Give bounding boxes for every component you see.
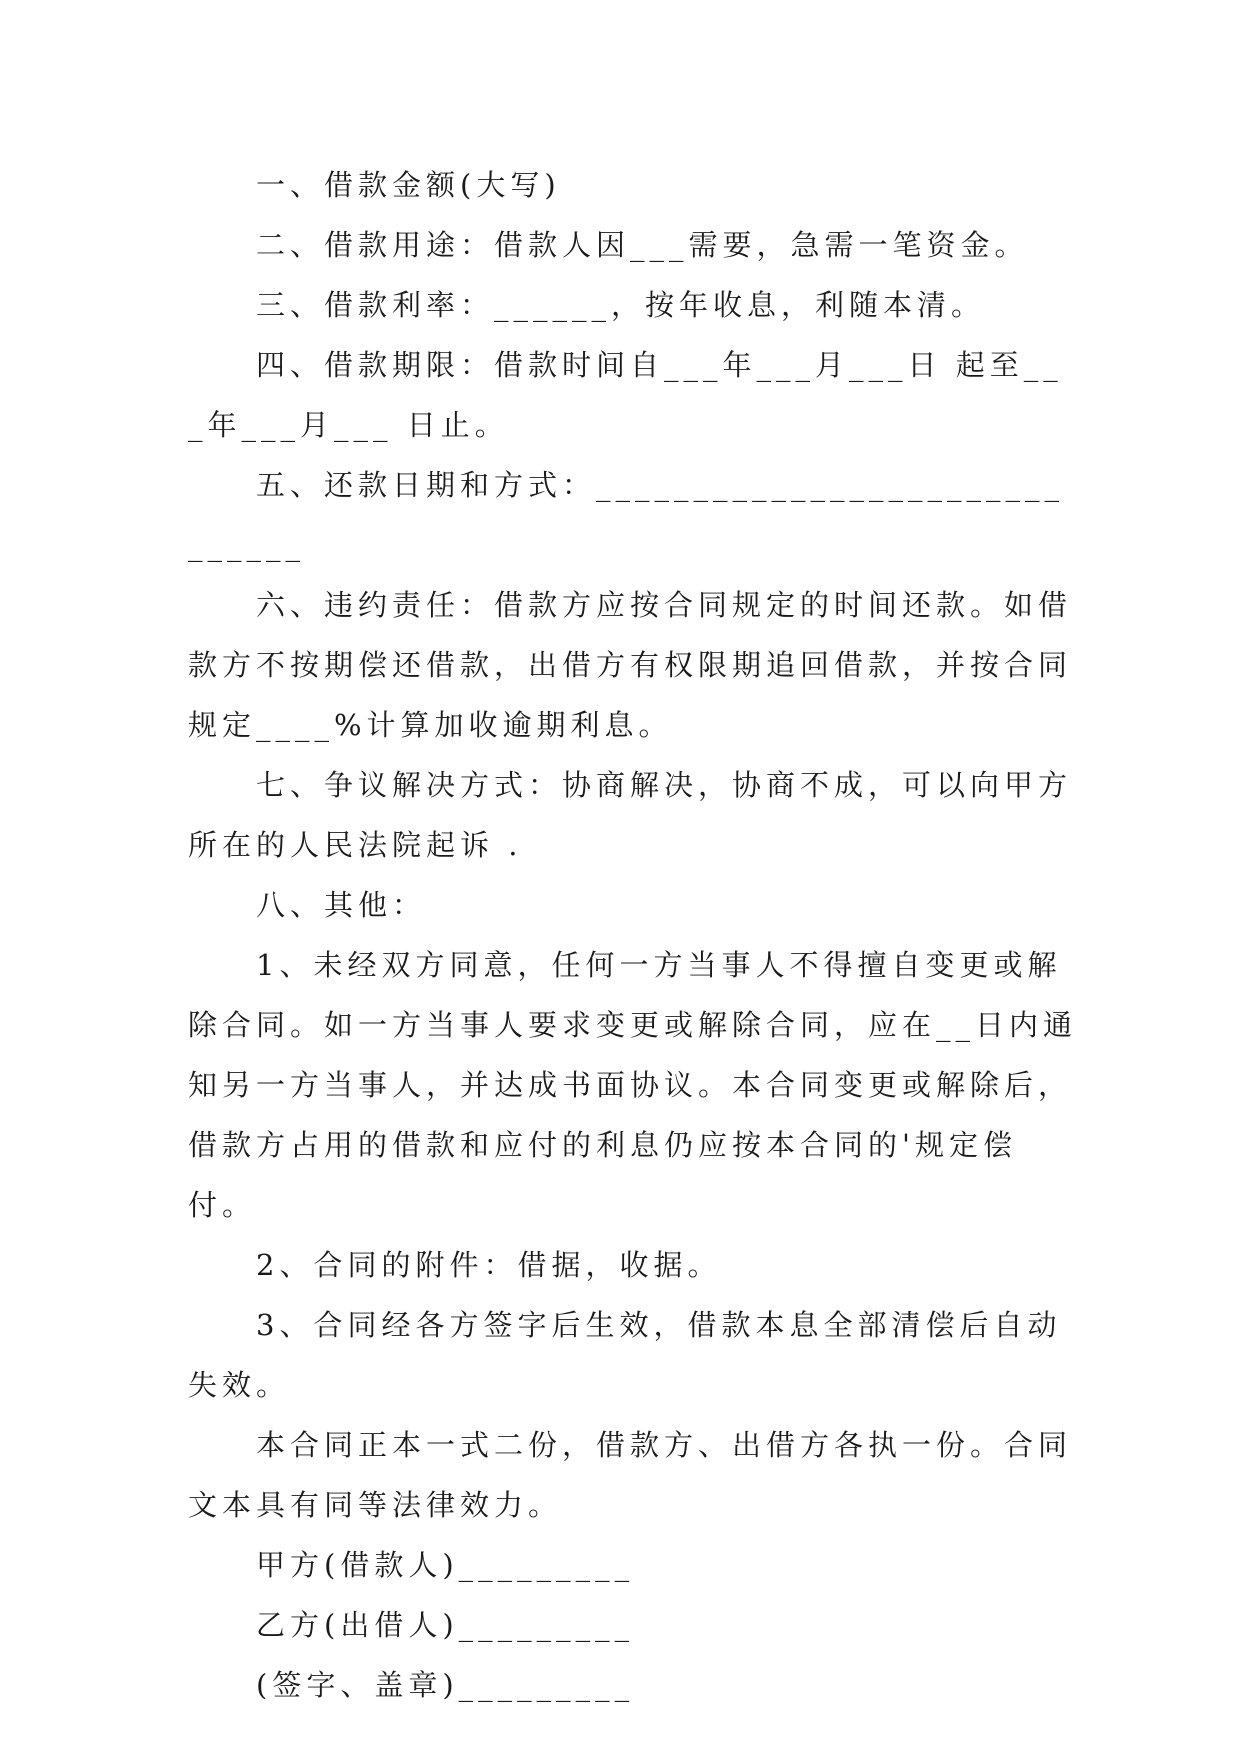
contract-body — [188, 155, 1078, 1715]
clause-copies: 本合同正本一式二份，借款方、出借方各执一份。合同文本具有同等法律效力。 — [188, 1428, 1073, 1522]
clause-other-item-2: 2、合同的附件：借据，收据。 — [256, 1248, 722, 1282]
signature-party-b: 乙方(出借人)_________ — [256, 1608, 635, 1642]
clause-loan-purpose: 二、借款用途：借款人因___需要，急需一笔资金。 — [256, 228, 1029, 262]
signature-seal: (签字、盖章)_________ — [256, 1668, 635, 1702]
clause-other-item-1: 1、未经双方同意，任何一方当事人不得擅自变更或解除合同。如一方当事人要求变更或解除合同，应在__日内通知另一方当事人，并达成书面协议。本合同变更或解除后，借款方占用的借款和应付的利息仍应按本合同的'规定偿付。 — [188, 948, 1078, 1222]
clause-other-heading: 八、其他： — [256, 888, 427, 922]
clause-repayment: 五、还款日期和方式：______________________________ — [188, 468, 1065, 562]
signature-party-a: 甲方(借款人)_________ — [256, 1548, 635, 1582]
clause-dispute-resolution: 七、争议解决方式：协商解决，协商不成，可以向甲方所在的人民法院起诉 . — [188, 768, 1073, 862]
clause-interest-rate: 三、借款利率：______，按年收息，利随本清。 — [256, 288, 986, 322]
clause-loan-term: 四、借款期限：借款时间自___年___月___日 起至___年___月___ 日止。 — [188, 348, 1063, 442]
clause-loan-amount: 一、借款金额(大写) — [256, 168, 561, 202]
clause-other-item-3: 3、合同经各方签字后生效，借款本息全部清偿后自动失效。 — [188, 1308, 1062, 1402]
clause-breach-liability: 六、违约责任：借款方应按合同规定的时间还款。如借款方不按期偿还借款，出借方有权限期追回借款，并按合同规定____%计算加收逾期利息。 — [188, 588, 1073, 742]
